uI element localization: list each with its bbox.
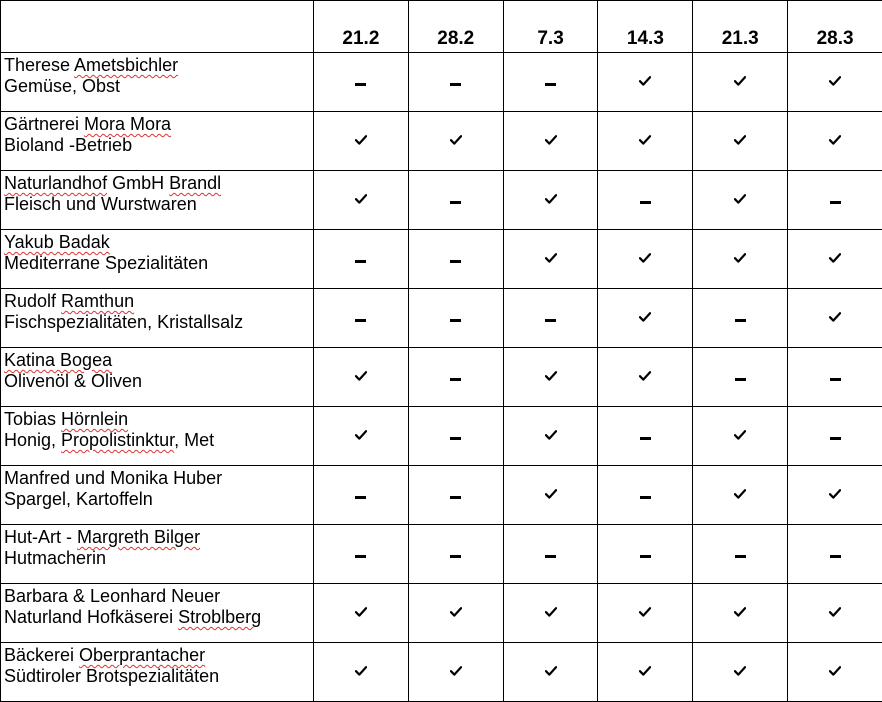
availability-cell — [408, 230, 503, 289]
availability-cell — [598, 171, 693, 230]
vendor-name: Bäckerei Oberprantacher — [4, 645, 313, 666]
vendor-cell — [1, 230, 314, 289]
check-icon — [734, 666, 746, 676]
dash-icon — [735, 378, 746, 381]
availability-cell — [503, 584, 598, 643]
vendor-description: Bioland -Betrieb — [4, 135, 313, 156]
header-corner-cell — [1, 1, 314, 53]
availability-cell — [598, 584, 693, 643]
availability-cell — [788, 171, 882, 230]
check-icon — [545, 489, 557, 499]
availability-cell — [408, 525, 503, 584]
check-icon — [829, 607, 841, 617]
check-icon — [545, 194, 557, 204]
check-icon — [734, 607, 746, 617]
table-row — [1, 643, 882, 702]
availability-cell — [503, 348, 598, 407]
check-icon — [734, 135, 746, 145]
availability-cell — [314, 289, 409, 348]
check-icon — [734, 430, 746, 440]
availability-cell — [693, 466, 788, 525]
availability-cell — [693, 525, 788, 584]
availability-cell — [314, 230, 409, 289]
availability-cell — [503, 53, 598, 112]
vendor-name: Manfred und Monika Huber — [4, 468, 313, 489]
dash-icon — [640, 201, 651, 204]
availability-cell — [693, 643, 788, 702]
table-body — [1, 53, 882, 702]
vendor-description: Hutmacherin — [4, 548, 313, 569]
vendor-name: Naturlandhof GmbH Brandl — [4, 173, 313, 194]
check-icon — [829, 489, 841, 499]
availability-cell — [598, 112, 693, 171]
vendor-name: Katina Bogea — [4, 350, 313, 371]
check-icon — [545, 135, 557, 145]
check-icon — [734, 76, 746, 86]
availability-cell — [788, 584, 882, 643]
header-row — [1, 1, 882, 53]
dash-icon — [355, 319, 366, 322]
vendor-cell — [1, 112, 314, 171]
vendor-cell — [1, 348, 314, 407]
dash-icon — [830, 378, 841, 381]
date-header: 21.2 — [314, 1, 409, 53]
availability-cell — [408, 348, 503, 407]
dash-icon — [450, 201, 461, 204]
table-row — [1, 407, 882, 466]
availability-cell — [314, 466, 409, 525]
vendor-name: Hut-Art - Margreth Bilger — [4, 527, 313, 548]
dash-icon — [830, 555, 841, 558]
check-icon — [355, 666, 367, 676]
check-icon — [829, 135, 841, 145]
dash-icon — [450, 260, 461, 263]
vendor-name: Tobias Hörnlein — [4, 409, 313, 430]
availability-cell — [693, 584, 788, 643]
dash-icon — [450, 555, 461, 558]
availability-cell — [503, 466, 598, 525]
vendor-name: Rudolf Ramthun — [4, 291, 313, 312]
availability-cell — [503, 525, 598, 584]
availability-cell — [598, 525, 693, 584]
availability-cell — [788, 643, 882, 702]
vendor-name: Therese Ametsbichler — [4, 55, 313, 76]
availability-cell — [314, 584, 409, 643]
check-icon — [734, 489, 746, 499]
vendor-cell — [1, 289, 314, 348]
availability-cell — [503, 643, 598, 702]
vendor-name: Yakub Badak — [4, 232, 313, 253]
availability-cell — [598, 230, 693, 289]
availability-cell — [788, 289, 882, 348]
availability-cell — [314, 525, 409, 584]
check-icon — [829, 312, 841, 322]
availability-cell — [788, 53, 882, 112]
table-row — [1, 289, 882, 348]
check-icon — [639, 371, 651, 381]
dash-icon — [450, 83, 461, 86]
dash-icon — [545, 555, 556, 558]
dash-icon — [450, 496, 461, 499]
check-icon — [829, 666, 841, 676]
vendor-cell — [1, 584, 314, 643]
availability-cell — [693, 348, 788, 407]
check-icon — [545, 253, 557, 263]
availability-cell — [503, 112, 598, 171]
check-icon — [545, 666, 557, 676]
dash-icon — [545, 319, 556, 322]
availability-cell — [598, 348, 693, 407]
availability-cell — [503, 171, 598, 230]
availability-cell — [408, 643, 503, 702]
vendor-name: Gärtnerei Mora Mora — [4, 114, 313, 135]
vendor-cell — [1, 171, 314, 230]
vendor-description: Fleisch und Wurstwaren — [4, 194, 313, 215]
dash-icon — [640, 437, 651, 440]
availability-cell — [598, 466, 693, 525]
check-icon — [450, 666, 462, 676]
vendor-description: Olivenöl & Oliven — [4, 371, 313, 392]
check-icon — [355, 607, 367, 617]
table-row — [1, 348, 882, 407]
vendor-name: Barbara & Leonhard Neuer — [4, 586, 313, 607]
availability-cell — [408, 466, 503, 525]
table-row — [1, 230, 882, 289]
availability-cell — [788, 407, 882, 466]
check-icon — [829, 253, 841, 263]
dash-icon — [830, 437, 841, 440]
table-row — [1, 466, 882, 525]
availability-cell — [788, 230, 882, 289]
availability-cell — [598, 643, 693, 702]
date-header: 28.3 — [788, 1, 882, 53]
dash-icon — [355, 83, 366, 86]
check-icon — [639, 76, 651, 86]
dash-icon — [450, 437, 461, 440]
dash-icon — [735, 555, 746, 558]
check-icon — [639, 607, 651, 617]
check-icon — [545, 430, 557, 440]
dash-icon — [450, 378, 461, 381]
check-icon — [355, 371, 367, 381]
dash-icon — [640, 496, 651, 499]
availability-cell — [503, 289, 598, 348]
check-icon — [450, 135, 462, 145]
check-icon — [734, 253, 746, 263]
availability-cell — [408, 112, 503, 171]
table-row — [1, 525, 882, 584]
dash-icon — [830, 201, 841, 204]
availability-cell — [598, 53, 693, 112]
check-icon — [545, 371, 557, 381]
check-icon — [355, 135, 367, 145]
availability-cell — [693, 230, 788, 289]
check-icon — [734, 194, 746, 204]
table-row — [1, 171, 882, 230]
vendor-cell — [1, 525, 314, 584]
date-header: 7.3 — [503, 1, 598, 53]
check-icon — [829, 76, 841, 86]
availability-cell — [314, 112, 409, 171]
table-row — [1, 112, 882, 171]
availability-cell — [788, 525, 882, 584]
check-icon — [450, 607, 462, 617]
availability-cell — [788, 348, 882, 407]
dash-icon — [355, 496, 366, 499]
vendor-cell — [1, 466, 314, 525]
vendor-description: Honig, Propolistinktur, Met — [4, 430, 313, 451]
availability-cell — [314, 348, 409, 407]
availability-cell — [598, 407, 693, 466]
check-icon — [355, 194, 367, 204]
dash-icon — [355, 260, 366, 263]
availability-cell — [693, 407, 788, 466]
availability-cell — [314, 171, 409, 230]
availability-cell — [693, 53, 788, 112]
availability-cell — [788, 466, 882, 525]
vendor-description: Gemüse, Obst — [4, 76, 313, 97]
availability-cell — [693, 171, 788, 230]
availability-cell — [408, 289, 503, 348]
dash-icon — [545, 83, 556, 86]
table-row — [1, 584, 882, 643]
availability-cell — [408, 171, 503, 230]
availability-cell — [693, 112, 788, 171]
availability-cell — [503, 407, 598, 466]
availability-cell — [408, 407, 503, 466]
date-header: 14.3 — [598, 1, 693, 53]
vendor-description: Naturland Hofkäserei Stroblberg — [4, 607, 313, 628]
availability-cell — [408, 584, 503, 643]
dash-icon — [735, 319, 746, 322]
dash-icon — [640, 555, 651, 558]
availability-cell — [314, 407, 409, 466]
vendor-cell — [1, 643, 314, 702]
vendor-cell — [1, 53, 314, 112]
table-row — [1, 53, 882, 112]
vendor-description: Mediterrane Spezialitäten — [4, 253, 313, 274]
vendor-cell — [1, 407, 314, 466]
dash-icon — [450, 319, 461, 322]
check-icon — [639, 253, 651, 263]
availability-cell — [598, 289, 693, 348]
date-header: 21.3 — [693, 1, 788, 53]
vendor-description: Fischspezialitäten, Kristallsalz — [4, 312, 313, 333]
availability-cell — [314, 643, 409, 702]
check-icon — [639, 312, 651, 322]
availability-cell — [314, 53, 409, 112]
check-icon — [639, 135, 651, 145]
check-icon — [545, 607, 557, 617]
date-header: 28.2 — [408, 1, 503, 53]
availability-cell — [693, 289, 788, 348]
availability-cell — [788, 112, 882, 171]
check-icon — [639, 666, 651, 676]
availability-cell — [408, 53, 503, 112]
check-icon — [355, 430, 367, 440]
availability-cell — [503, 230, 598, 289]
vendor-description: Südtiroler Brotspezialitäten — [4, 666, 313, 687]
dash-icon — [355, 555, 366, 558]
vendor-description: Spargel, Kartoffeln — [4, 489, 313, 510]
